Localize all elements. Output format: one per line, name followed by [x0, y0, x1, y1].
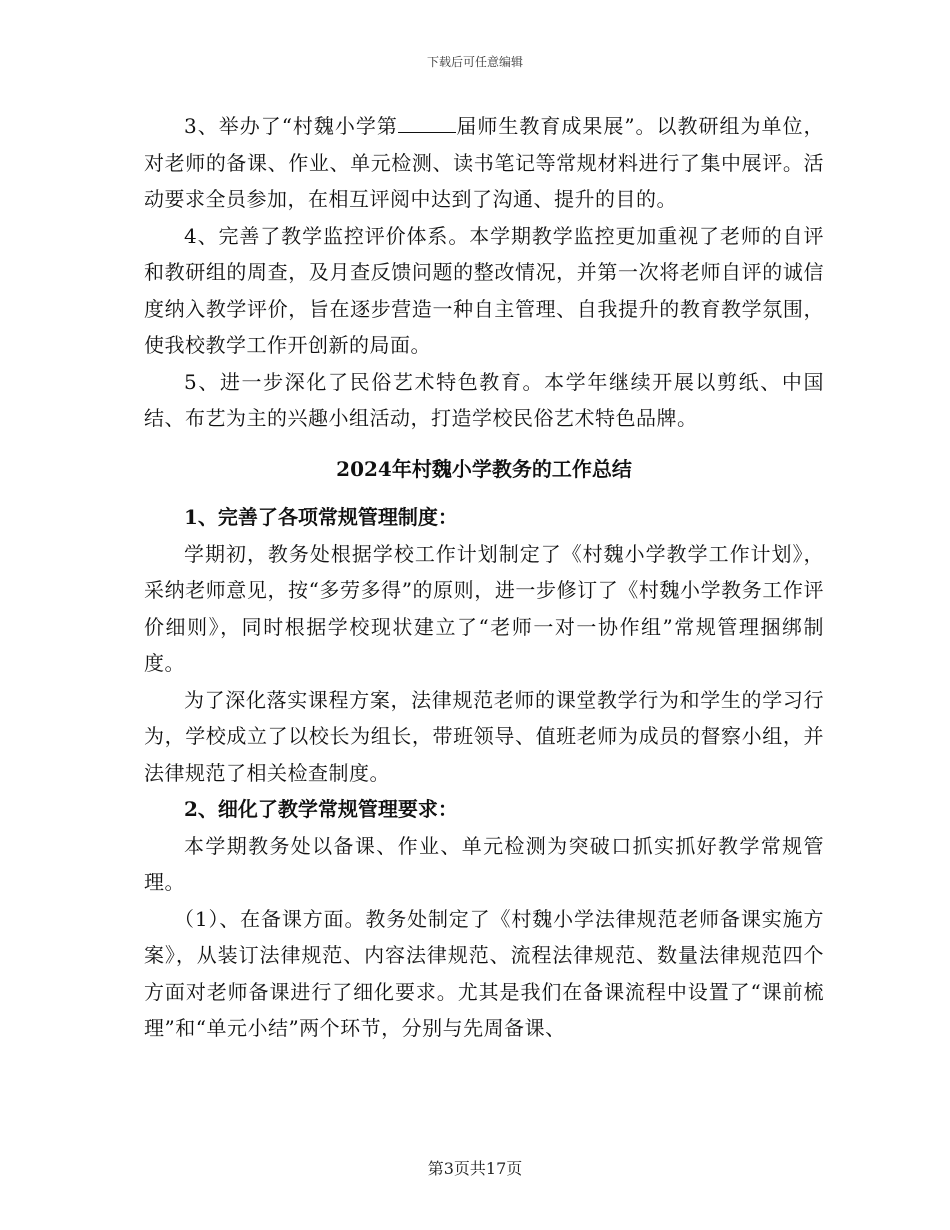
page-number: 第3页共17页 — [427, 1159, 523, 1178]
paragraph-monitoring: 4、完善了教学监控评价体系。本学期教学监控更加重视了老师的自评和教研组的周查，及月查反馈问题的整改情况，并第一次将老师自评的诚信度纳入教学评价，旨在逐步营造一种自主管理、自我提升的教育教学氛围，使我校教学工作开创新的局面。 — [144, 223, 824, 357]
paragraph-supervision: 为了深化落实课程方案，法律规范老师的课堂教学行为和学生的学习行为，学校成立了以校长为组长，带班领导、值班老师为成员的督察小组，并法律规范了相关检查制度。 — [144, 687, 824, 785]
section-heading-1: 1、完善了各项常规管理制度： — [184, 505, 458, 529]
paragraph-exhibition-start: 3、举办了“村魏小学第 — [184, 114, 398, 138]
fill-in-blank — [398, 114, 456, 133]
paragraph-lesson-prep: （1）、在备课方面。教务处制定了《村魏小学法律规范老师备课实施方案》，从装订法律规范、内容法律规范、流程法律规范、数量法律规范四个方面对老师备课进行了细化要求。尤其是我们在备课流程中设置了“课前梳理”和“单元小结”两个环节，分别与先周备课、 — [144, 906, 824, 1040]
paragraph-plan: 学期初，教务处根据学校工作计划制定了《村魏小学教学工作计划》，采纳老师意见，按“多劳多得”的原则，进一步修订了《村魏小学教务工作评价细则》，同时根据学校现状建立了“老师一对一协作组”常规管理捆绑制度。 — [144, 541, 824, 675]
section-heading-2: 2、细化了教学常规管理要求： — [184, 797, 458, 821]
document-body — [144, 108, 824, 1047]
paragraph-folk-art: 5、进一步深化了民俗艺术特色教育。本学年继续开展以剪纸、中国结、布艺为主的兴趣小组活动，打造学校民俗艺术特色品牌。 — [144, 369, 824, 430]
paragraph-exhibition — [144, 108, 824, 218]
page-header-note: 下载后可任意编辑 — [426, 55, 523, 69]
paragraph-exhibition-end: 届师生教育成果展”。以教研组为单位，对老师的备课、作业、单元检测、读书笔记等常规材料进行了集中展评。活动要求全员参加，在相互评阅中达到了沟通、提升的目的。 — [144, 114, 824, 211]
document-title: 2024年村魏小学教务的工作总结 — [336, 456, 632, 481]
paragraph-routine: 本学期教务处以备课、作业、单元检测为突破口抓实抓好教学常规管理。 — [144, 833, 824, 894]
